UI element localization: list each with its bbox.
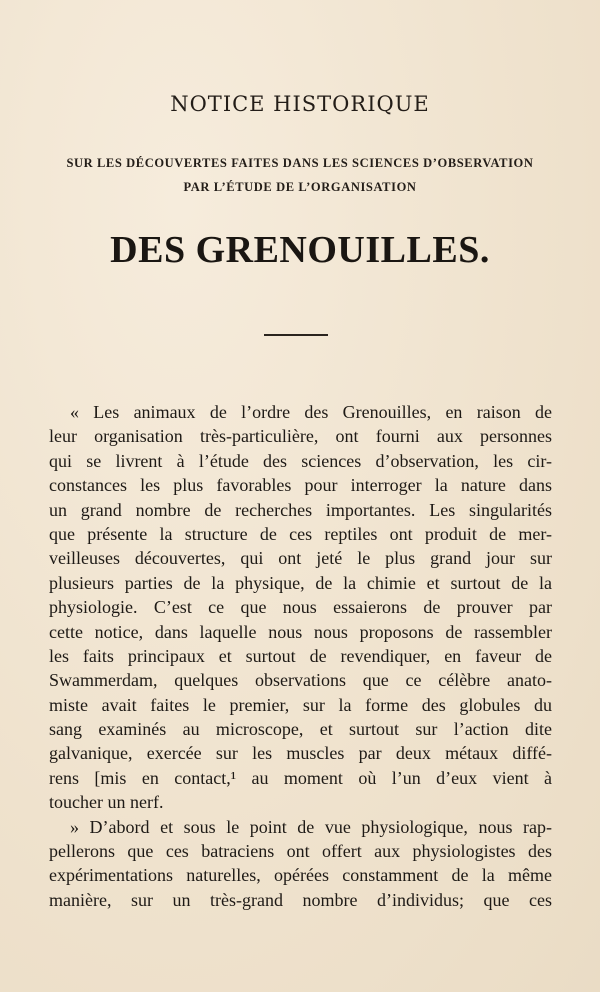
notice-heading: NOTICE HISTORIQUE <box>170 92 430 116</box>
subtitle-line-1: SUR LES DÉCOUVERTES FAITES DANS LES SCIENCES D’OBSERVATION <box>66 156 534 170</box>
text-line: expérimentations naturelles, opérées constamment de la même <box>49 865 552 886</box>
text-line: « Les animaux de l’ordre des Grenouilles, en raison de <box>70 402 552 422</box>
text-line: rens [mis en contact,¹ au moment où l’un d’eux vient à <box>49 767 552 788</box>
text-line: qui se livrent à l’étude des sciences d’observation, les cir- <box>49 450 552 471</box>
text-line: plusieurs parties de la physique, de la chimie et surtout de la <box>49 572 552 593</box>
text-line: galvanique, exercée sur les muscles par deux métaux diffé- <box>49 743 552 764</box>
text-line: pellerons que ces batraciens ont offert aux physiologistes des <box>49 841 552 862</box>
text-line: cette notice, dans laquelle nous nous proposons de rassembler <box>49 621 552 642</box>
body-text <box>49 400 552 912</box>
text-line: physiologie. C’est ce que nous essaierons de prouver par <box>49 597 552 618</box>
text-line: les faits principaux et surtout de revendiquer, en faveur de <box>49 645 552 666</box>
text-line: manière, sur un très-grand nombre d’individus; que ces <box>49 889 552 910</box>
text-line: sang examinés au microscope, et surtout sur l’action dite <box>49 719 552 740</box>
text-line: veilleuses découvertes, qui ont jeté le plus grand jour sur <box>49 548 552 569</box>
text-line: leur organisation très-particulière, ont fourni aux personnes <box>49 426 552 447</box>
text-line: miste avait faites le premier, sur la forme des globules du <box>49 694 552 715</box>
text-line: toucher un nerf. <box>49 792 164 813</box>
text-line: constances les plus favorables pour interroger la nature dans <box>49 475 552 496</box>
text-line: que présente la structure de ces reptiles ont produit de mer- <box>49 523 552 544</box>
title-divider <box>264 334 328 336</box>
main-title: DES GRENOUILLES. <box>110 229 490 271</box>
text-line: un grand nombre de recherches importantes. Les singularités <box>49 499 552 520</box>
subtitle-line-2: PAR L’ÉTUDE DE L’ORGANISATION <box>183 180 417 194</box>
text-line: » D’abord et sous le point de vue physiologique, nous rap- <box>70 816 552 837</box>
text-line: Swammerdam, quelques observations que ce célèbre anato- <box>49 670 552 691</box>
